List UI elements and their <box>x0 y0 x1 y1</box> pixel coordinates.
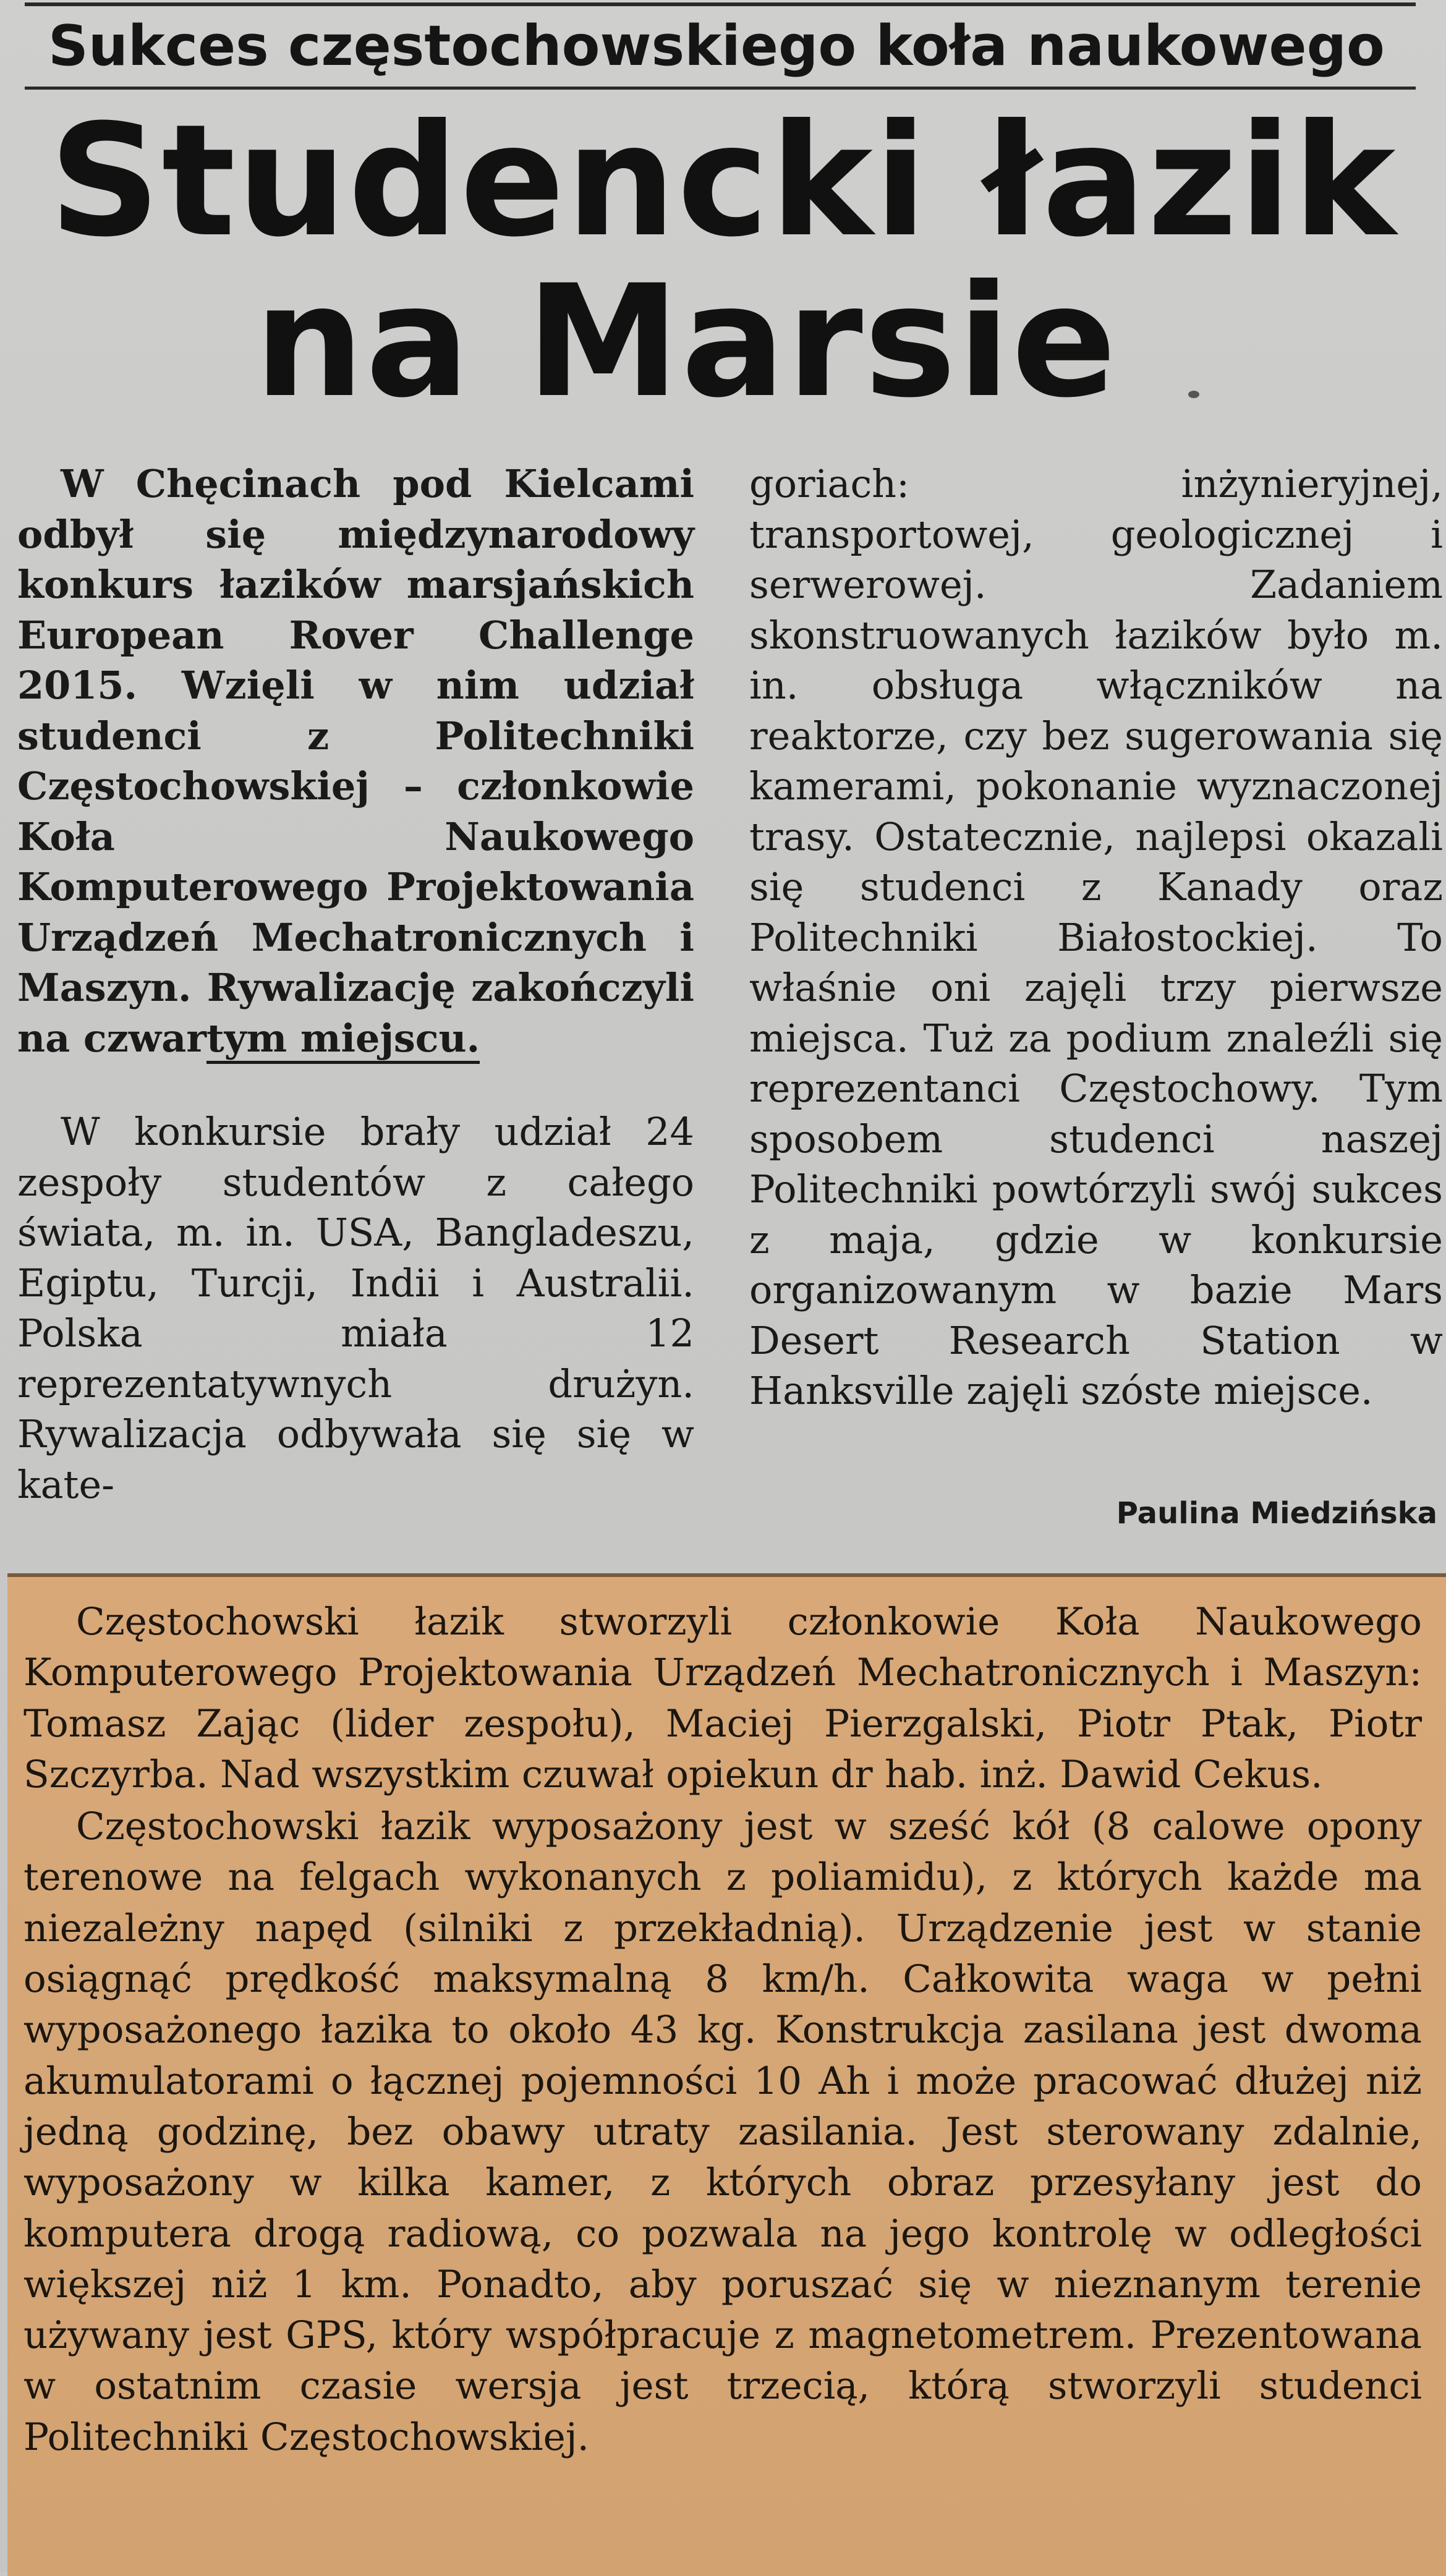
box-paragraph-1: Częstochowski łazik stworzyli członkowie Koła Naukowego Komputerowego Projektowania Urządzeń Mechatronicznych i Maszyn: Tomasz Zając (lider zespołu), Maciej Pierzgalski, Piotr Ptak, Piotr Szczyrba. Nad wszystkim czuwał opiekun dr hab. inż. Dawid Cekus. <box>23 1600 1422 1796</box>
right-column <box>749 459 1443 1416</box>
ink-speck <box>1188 391 1199 398</box>
lead-underlined-text: tym miejscu. <box>206 1016 480 1064</box>
body-paragraph-right: goriach: inżynieryjnej, transportowej, geologicznej i serwerowej. Zadaniem skonstruowanych łazików było m. in. obsługa włączników na reaktorze, czy bez sugerowania się kamerami, pokonanie wyznaczonej trasy. Ostatecznie, najlepsi okazali się studenci z Kanady oraz Politechniki Białostockiej. To właśnie oni zajęli trzy pierwsze miejsca. Tuż za podium znaleźli się reprezentanci Częstochowy. Tym sposobem studenci naszej Politechniki powtórzyli swój sukces z maja, gdzie w konkursie organizowanym w bazie Mars Desert Research Station w Hanksville zajęli szóste miejsce. <box>749 461 1443 1413</box>
headline-line-1: Studencki łazik <box>49 91 1397 271</box>
body-paragraph-left: W konkursie brały udział 24 zespoły studentów z całego świata, m. in. USA, Bangladeszu, Egiptu, Turcji, Indii i Australii. Polska miała 12 reprezentatywnych drużyn. Rywalizacja odbywała się się w kate- <box>17 1109 694 1507</box>
box-paragraph-2: Częstochowski łazik wyposażony jest w sześć kół (8 calowe opony terenowe na felgach wykonanych z poliamidu), z których każde ma niezależny napęd (silniki z przekładnią). Urządzenie jest w stanie osiągnąć prędkość maksymalną 8 km/h. Całkowita waga w pełni wyposażonego łazika to około 43 kg. Konstrukcja zasilana jest dwoma akumulatorami o łącznej pojemności 10 Ah i może pracować dłużej niż jedną godzinę, bez obawy utraty zasilania. Jest sterowany zdalnie, wyposażony w kilka kamer, z których obraz przesyłany jest do komputera drogą radiową, co pozwala na jego kontrolę w odległości większej niż 1 km. Ponadto, aby poruszać się w nieznanym terenie używany jest GPS, który współpracuje z magnetometrem. Prezentowana w ostatnim czasie wersja jest trzecią, którą stworzyli studenci Politechniki Częstochowskiej. <box>23 1804 1422 2459</box>
left-column <box>17 459 694 1510</box>
kicker: Sukces częstochowskiego koła naukowego <box>48 14 1385 79</box>
lead-paragraph <box>17 459 694 1063</box>
lead-text: W Chęcinach pod Kielcami odbył się międzynarodowy konkurs łazików marsjańskich European Rover Challenge 2015. Wzięli w nim udział studenci z Politechniki Częstochowskiej – członkowie Koła Naukowego Komputerowego Projektowania Urządzeń Mechatronicznych i Maszyn. Rywalizację zakończyli na czwar <box>17 461 694 1061</box>
sidebar-box-text <box>23 1597 1422 2463</box>
top-rule <box>25 2 1416 6</box>
headline-line-2: na Marsie <box>254 252 1118 431</box>
author-byline: Paulina Miedzińska <box>1116 1496 1437 1531</box>
kicker-rule <box>25 87 1416 90</box>
